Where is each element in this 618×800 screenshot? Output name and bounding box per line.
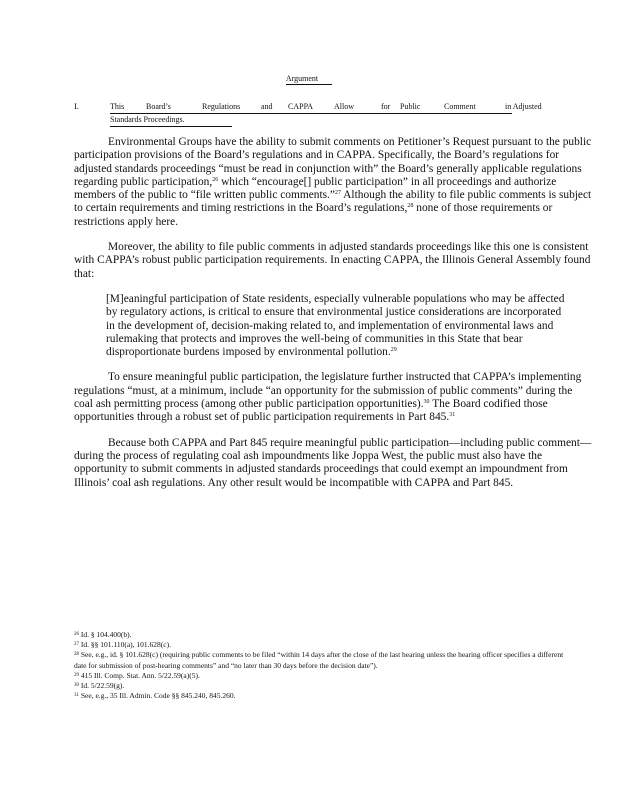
body-paragraph	[74, 437, 594, 490]
footnote-text: 415 Ill. Comp. Stat. Ann. 5/22.59(a)(5).	[79, 670, 200, 680]
footnote-ref: 31	[449, 412, 456, 419]
paragraph-text: Because both CAPPA and Part 845 require meaningful public participation—including public comment—during the process of regulating coal ash impoundments like Joppa West, the public must also have the opportunity to submit comments in adjusted standards proceedings that could exempt an impoundment from Illinois’ coal ash regulations. Any other result would be incompatible with CAPPA and Part 845.	[74, 436, 592, 489]
section-title-line1	[110, 101, 542, 114]
paragraph-text: none of those requirements or restrictions apply here.	[74, 202, 553, 228]
footnote-text: Id. § 104.400(b).	[79, 630, 132, 639]
section-title-line2: Standards Proceedings.	[110, 114, 232, 127]
body-paragraph	[74, 241, 594, 281]
section-title-word: Allow	[334, 102, 354, 111]
footnote-number: 30	[74, 683, 79, 689]
body-paragraph	[74, 371, 594, 424]
paragraph-text: To ensure meaningful public participation, the legislature further instructed that CAPPA’s implementing regulations “must, at a minimum, include “an opportunity for the submission of public comments” during the coal ash permitting process (among other public participation opportunities).	[74, 371, 582, 411]
body-paragraph	[74, 136, 594, 229]
argument-heading: Argument	[0, 74, 618, 83]
section-title-word: Regulations	[202, 102, 241, 111]
footnote-number: 31	[74, 693, 79, 699]
section-title-word: Board’s	[146, 102, 171, 111]
section-title-word: and	[261, 102, 273, 111]
section-title-word: This	[110, 102, 125, 111]
footnote	[74, 640, 574, 650]
footnote-number: 26	[74, 632, 79, 637]
block-quote	[106, 293, 566, 359]
section-title	[110, 101, 542, 127]
paragraph-text: Environmental Groups have the ability to submit comments on Petitioner’s Request pursuant to the public participation provisions of the Board’s regulations and in CAPPA. Specifically, the Board’s regulations for adjusted standards proceedings “must be read in conjunction with” the Board’s generally applicable regulations regarding public participation,	[74, 136, 592, 188]
footnote-number: 28	[74, 652, 79, 658]
body-text	[74, 136, 594, 502]
footnote-number: 29	[74, 672, 79, 678]
footnote-text: See, e.g., 35 Ill. Admin. Code §§ 845.240, 845.260.	[79, 691, 236, 701]
footnote-ref: 30	[423, 399, 430, 406]
footnote	[74, 691, 574, 701]
section-title-word: Comment	[444, 102, 476, 111]
paragraph-text: Moreover, the ability to file public comments in adjusted standards proceedings like this one is consistent with CAPPA’s robust public participation requirements. In enacting CAPPA, the Illinois General Assembly found that:	[74, 241, 591, 280]
footnote-ref: 27	[334, 190, 341, 197]
footnote	[74, 630, 574, 640]
footnote-ref: 28	[407, 203, 414, 210]
section-title-word: for	[381, 102, 391, 111]
footnote-text: Id. §§ 101.110(a), 101.628(c).	[79, 640, 171, 650]
footnote-text: See, e.g., id. § 101.628(c) (requiring public comments to be filed “within 14 days after the close of the last hearing unless the hearing officer specifies a different date for submission of post-hearing comments” and “no later than 30 days before the decision date”).	[74, 650, 564, 670]
footnote-number: 27	[74, 642, 79, 648]
paragraph-text: which “encourage[] public participation” in all proceedings and authorize members of the public to “file written public comments.”	[74, 175, 557, 202]
paragraph-text: [M]eaningful participation of State residents, especially vulnerable populations who may be affected by regulatory actions, is critical to ensure that environmental justice considerations are incorporated in the development of, decision-making related to, and implementation of environmental laws and rulemaking that protects and improves the well-being of communities in this State that bear disproportionate burdens imposed by environmental pollution.	[106, 292, 565, 359]
footnote-ref: 26	[212, 176, 219, 183]
section-title-word: Public	[400, 102, 421, 111]
section-title-word: CAPPA	[288, 102, 314, 111]
section-number: I.	[74, 101, 79, 111]
footnote-text: Id. 5/22.59(g).	[79, 681, 125, 691]
footnotes	[74, 630, 574, 701]
footnote-ref: 29	[390, 347, 397, 354]
paragraph-text: Although the ability to file public comments is subject to certain requirements and timing restrictions in the Board’s regulations,	[74, 189, 592, 215]
section-title-word: in Adjusted	[505, 102, 542, 111]
footnote	[74, 650, 574, 670]
footnote	[74, 671, 574, 681]
paragraph-text: The Board codified those opportunities through a robust set of public participation requirements in Part 845.	[74, 398, 548, 424]
footnote	[74, 681, 574, 691]
